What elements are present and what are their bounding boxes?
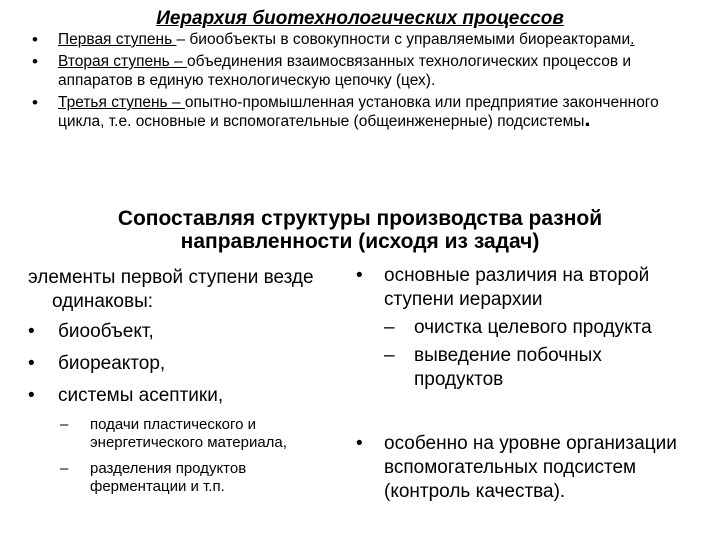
list-item [356, 264, 696, 312]
hierarchy-item-third [32, 93, 682, 131]
sub-list-item [28, 460, 338, 496]
bullet-icon: • [32, 30, 38, 49]
hierarchy-label: Вторая ступень – [58, 53, 187, 70]
dash-icon: – [384, 317, 395, 338]
sub-list-item [28, 416, 338, 452]
dash-icon: – [60, 416, 69, 433]
bullet-icon: • [356, 433, 363, 454]
hierarchy-tail: . [584, 106, 591, 131]
sub-list-item-text: разделения продуктов ферментации и т.п. [90, 460, 247, 495]
list-item-text: биореактор, [58, 353, 166, 374]
hierarchy-tail: . [630, 31, 635, 48]
page-title: Иерархия биотехнологических процессов [156, 8, 564, 29]
section-heading [0, 207, 720, 253]
list-item-text: особенно на уровне организации вспомогательных подсистем (контроль качества). [384, 433, 677, 502]
sub-list-item [356, 344, 696, 392]
hierarchy-item-first [32, 30, 682, 49]
dash-icon: – [384, 345, 395, 366]
list-item-text: основные различия на второй ступени иерархии [384, 265, 650, 310]
hierarchy-label: Третья ступень – [58, 94, 185, 111]
bullet-icon: • [28, 353, 35, 374]
hierarchy-text: объединения взаимосвязанных технологических процессов и аппаратов в единую технологическую цепочку (цех). [58, 53, 632, 89]
sub-list-item-text: подачи пластического и энергетического материала, [90, 416, 287, 451]
spacer [356, 392, 696, 432]
bullet-icon: • [32, 52, 38, 71]
list-item [356, 432, 696, 504]
hierarchy-text: опытно-промышленная установка или предприятие законченного цикла, т.е. основные и вспомогательные (общеинженерные) подсистемы [58, 94, 659, 130]
bullet-icon: • [356, 265, 363, 286]
list-item [28, 320, 338, 344]
bullet-icon: • [28, 321, 35, 342]
hierarchy-item-second [32, 52, 682, 90]
bullet-icon: • [32, 93, 38, 112]
list-item-text: системы асептики, [58, 385, 224, 406]
dash-icon: – [60, 460, 69, 477]
left-lead-text: элементы первой ступени везде одинаковы: [28, 267, 314, 312]
sub-list-item [356, 316, 696, 340]
section-heading-line: Сопоставляя структуры производства разной [117, 207, 603, 230]
sub-list-item-text: очистка целевого продукта [414, 317, 652, 338]
left-lead [28, 266, 338, 314]
sub-list-item-text: выведение побочных продуктов [414, 345, 602, 390]
left-column [28, 266, 338, 504]
section-heading-line: направленности (исходя из задач) [180, 230, 540, 253]
list-item [28, 384, 338, 408]
list-item [28, 352, 338, 376]
right-column [356, 264, 696, 504]
hierarchy-list [32, 30, 682, 134]
hierarchy-text: – биообъекты в совокупности с управляемыми биореакторами [176, 31, 631, 48]
bullet-icon: • [28, 385, 35, 406]
hierarchy-label: Первая ступень [58, 31, 177, 48]
list-item-text: биообъект, [58, 321, 154, 342]
